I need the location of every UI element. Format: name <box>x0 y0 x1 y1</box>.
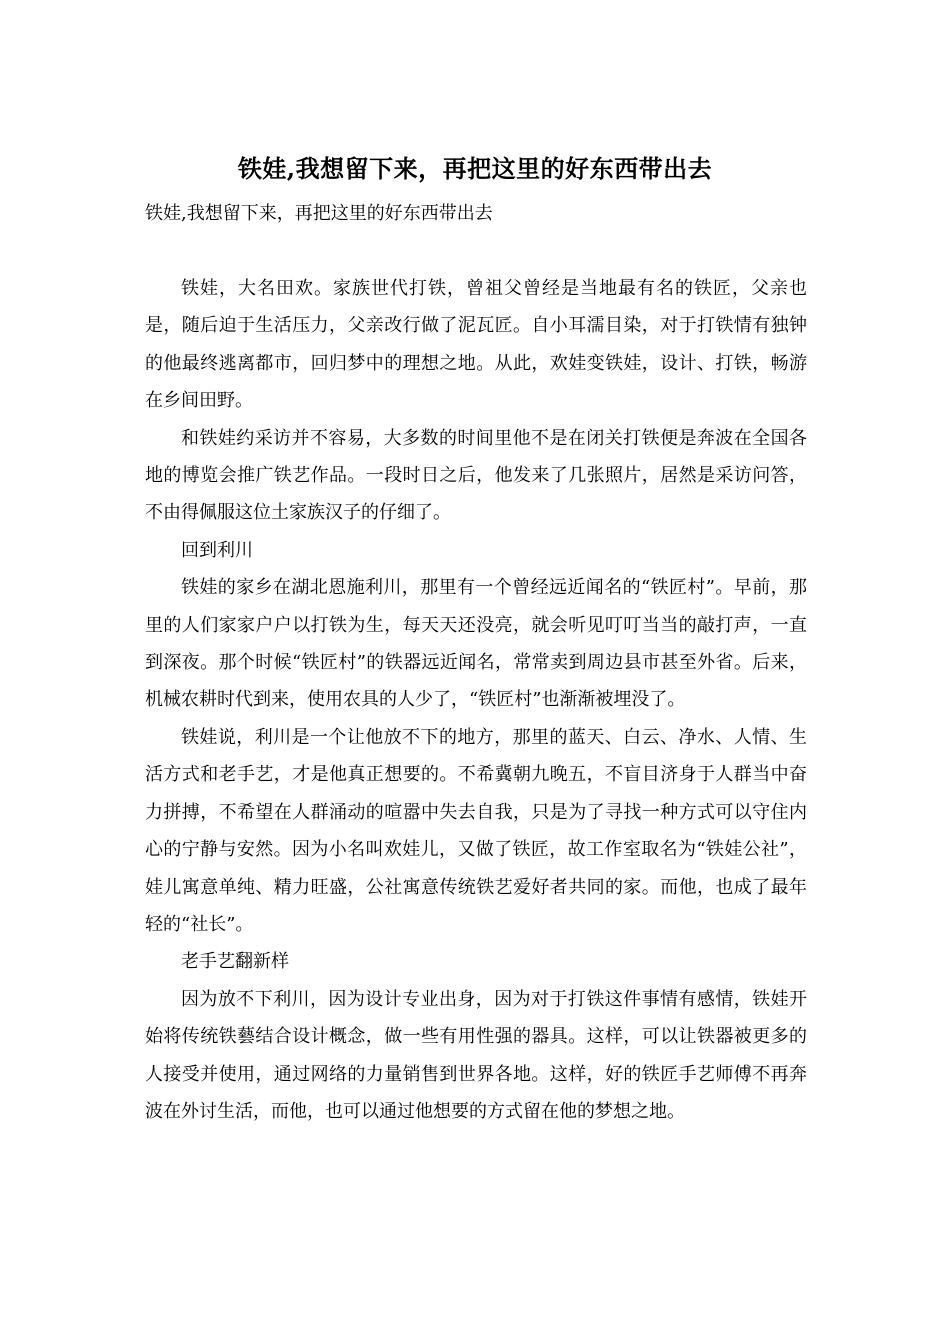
document-body <box>145 270 807 1130</box>
paragraph-lichuan: 铁娃说，利川是一个让他放不下的地方，那里的蓝天、白云、净水、人情、生活方式和老手艺，才是他真正想要的。不希冀朝九晚五，不盲目济身于人群当中奋力拼搏，不希望在人群涌动的喧嚣中失去自我，只是为了寻找一种方式可以守住内心的宁静与安然。因为小名叫欢娃儿，又做了铁匠，故工作室取名为“铁娃公社”，娃儿寓意单纯、精力旺盛，公社寓意传统铁艺爱好者共同的家。而他，也成了最年轻的“社长”。 <box>145 726 807 935</box>
section-heading-craft: 老手艺翻新样 <box>181 951 289 973</box>
section-heading-return: 回到利川 <box>181 539 253 561</box>
paragraph-hometown: 铁娃的家乡在湖北恩施利川，那里有一个曾经远近闻名的“铁匠村”。早前，那里的人们家家户户以打铁为生，每天天还没亮，就会听见叮叮当当的敲打声，一直到深夜。那个时候“铁匠村”的铁器远近闻名，常常卖到周边县市甚至外省。后来，机械农耕时代到来，使用农具的人少了，“铁匠村”也渐渐被埋没了。 <box>145 577 807 711</box>
document-title: 铁娃,我想留下来，再把这里的好东西带出去 <box>237 154 713 183</box>
paragraph-design: 因为放不下利川，因为设计专业出身，因为对于打铁这件事情有感情，铁娃开始将传统铁藝结合设计概念，做一些有用性强的器具。这样，可以让铁器被更多的人接受并使用，通过网络的力量销售到世界各地。这样，好的铁匠手艺师傅不再奔波在外讨生活，而他，也可以通过他想要的方式留在他的梦想之地。 <box>145 988 807 1122</box>
paragraph-interview: 和铁娃约采访并不容易，大多数的时间里他不是在闭关打铁便是奔波在全国各地的博览会推广铁艺作品。一段时日之后，他发来了几张照片，居然是采访问答，不由得佩服这位土家族汉子的仔细了。 <box>145 427 807 524</box>
document-subtitle: 铁娃,我想留下来，再把这里的好东西带出去 <box>145 203 493 224</box>
paragraph-intro: 铁娃，大名田欢。家族世代打铁，曾祖父曾经是当地最有名的铁匠，父亲也是，随后迫于生活压力，父亲改行做了泥瓦匠。自小耳濡目染，对于打铁情有独钟的他最终逃离都市，回归梦中的理想之地。从此，欢娃变铁娃，设计、打铁，畅游在乡间田野。 <box>145 278 807 412</box>
